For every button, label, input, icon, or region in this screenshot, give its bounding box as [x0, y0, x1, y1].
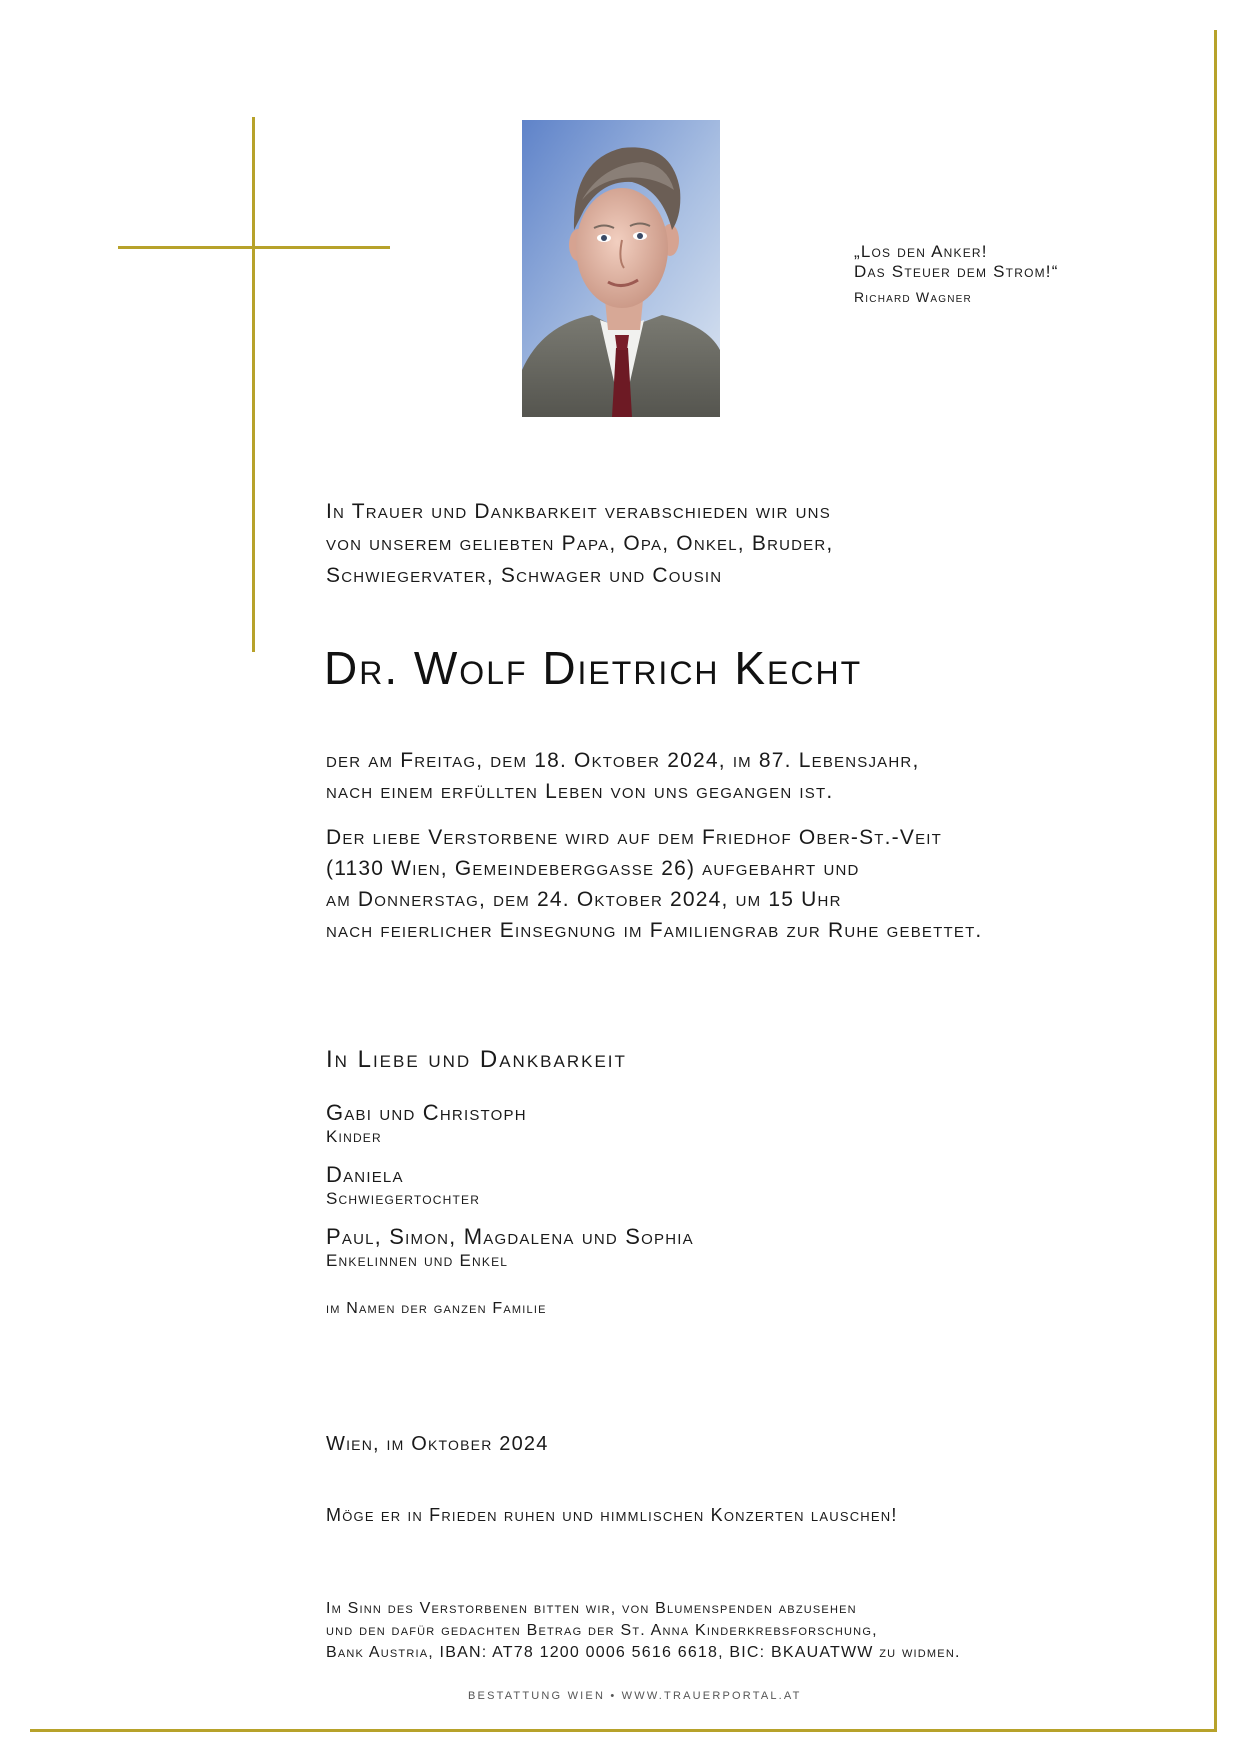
mourner-relation: Schwiegertochter	[326, 1189, 481, 1208]
quote-line-1: „Los den Anker!	[854, 242, 988, 261]
burial-notice-line: (1130 Wien, Gemeindeberggasse 26) aufgebahrt und	[326, 857, 860, 880]
intro-line: In Trauer und Dankbarkeit verabschieden wir uns	[326, 500, 831, 523]
city-date: Wien, im Oktober 2024	[326, 1433, 549, 1455]
family-note: im Namen der ganzen Familie	[326, 1300, 547, 1317]
burial-notice-line: am Donnerstag, dem 24. Oktober 2024, um 15 Uhr	[326, 888, 842, 911]
mourner-relation: Kinder	[326, 1127, 382, 1146]
frame-bottom-line	[30, 1729, 1217, 1732]
mourner-entry	[326, 1162, 480, 1210]
intro-line: Schwiegervater, Schwager und Cousin	[326, 564, 723, 587]
donation-line: Bank Austria, IBAN: AT78 1200 0006 5616 6618, BIC: BKAUATWW zu widmen.	[326, 1644, 961, 1661]
death-notice-line: der am Freitag, dem 18. Oktober 2024, im 87. Lebensjahr,	[326, 749, 920, 772]
mourner-relation: Enkelinnen und Enkel	[326, 1251, 509, 1270]
burial-notice	[326, 822, 982, 946]
death-notice-line: nach einem erfüllten Leben von uns gegangen ist.	[326, 780, 834, 803]
love-heading: In Liebe und Dankbarkeit	[326, 1046, 627, 1073]
burial-notice-line: Der liebe Verstorbene wird auf dem Friedhof Ober-St.-Veit	[326, 826, 943, 849]
death-notice	[326, 745, 919, 807]
donation-line: und den dafür gedachten Betrag der St. Anna Kinderkrebsforschung,	[326, 1622, 878, 1639]
footer-imprint: BESTATTUNG WIEN • WWW.TRAUERPORTAL.AT	[468, 1690, 802, 1702]
mourner-names: Paul, Simon, Magdalena und Sophia	[326, 1224, 694, 1249]
cross-horizontal-bar	[118, 246, 390, 249]
wagner-quote	[854, 242, 1059, 307]
blessing: Möge er in Frieden ruhen und himmlischen Konzerten lauschen!	[326, 1505, 898, 1525]
mourner-entry	[326, 1100, 527, 1148]
portrait-photo	[522, 120, 720, 417]
quote-author: Richard Wagner	[854, 289, 972, 305]
mourner-names: Gabi und Christoph	[326, 1100, 527, 1125]
burial-notice-line: nach feierlicher Einsegnung im Familiengrab zur Ruhe gebettet.	[326, 919, 983, 942]
donation-line: Im Sinn des Verstorbenen bitten wir, von Blumenspenden abzusehen	[326, 1600, 857, 1617]
mourner-entry	[326, 1224, 694, 1272]
quote-line-2: Das Steuer dem Strom!“	[854, 262, 1059, 281]
intro-line: von unserem geliebten Papa, Opa, Onkel, Bruder,	[326, 532, 834, 555]
deceased-name: Dr. Wolf Dietrich Kecht	[324, 642, 863, 694]
frame-right-line	[1214, 30, 1217, 1732]
mourner-names: Daniela	[326, 1162, 404, 1187]
cross-vertical-bar	[252, 117, 255, 652]
donation-request	[326, 1598, 961, 1664]
intro-text	[326, 496, 833, 592]
